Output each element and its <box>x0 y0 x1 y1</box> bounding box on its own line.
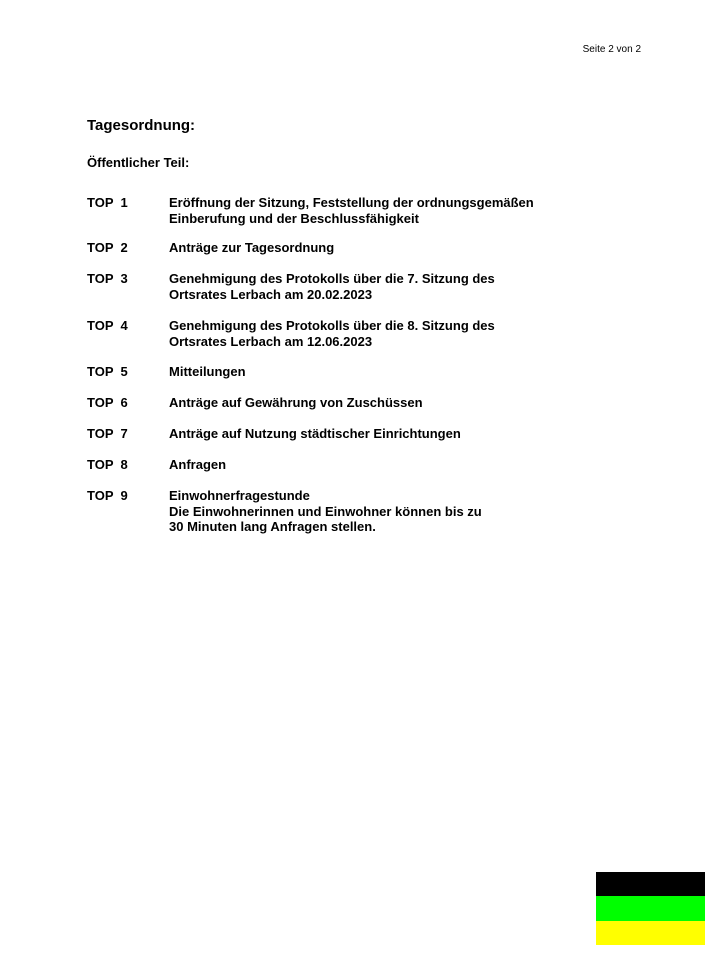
agenda-line: Anträge auf Gewährung von Zuschüssen <box>169 395 423 410</box>
agenda-number: TOP 9 <box>87 488 128 503</box>
agenda-number: TOP 6 <box>87 395 128 410</box>
agenda-line: Die Einwohnerinnen und Einwohner können bis zu <box>169 503 482 519</box>
agenda-line: Ortsrates Lerbach am 20.02.2023 <box>169 286 373 302</box>
agenda-text <box>169 195 639 226</box>
agenda-text <box>169 488 639 535</box>
agenda-line: Einwohnerfragestunde <box>169 488 310 503</box>
agenda-line: Anfragen <box>169 457 227 472</box>
agenda-number: TOP 2 <box>87 240 128 255</box>
flag-stripe-black <box>596 872 705 896</box>
agenda-number: TOP 5 <box>87 364 128 379</box>
page-number: Seite 2 von 2 <box>582 44 641 55</box>
agenda-text <box>169 271 639 302</box>
flag-icon <box>596 872 705 945</box>
agenda-text <box>169 240 639 256</box>
agenda-line: Ortsrates Lerbach am 12.06.2023 <box>169 333 373 349</box>
agenda-number: TOP 1 <box>87 195 128 210</box>
agenda-text <box>169 426 639 442</box>
agenda-line: Eröffnung der Sitzung, Feststellung der ordnungsgemäßen <box>169 195 534 210</box>
agenda-text <box>169 364 639 380</box>
agenda-text <box>169 395 639 411</box>
agenda-line: Genehmigung des Protokolls über die 8. Sitzung des <box>169 318 495 333</box>
page-title: Tagesordnung: <box>87 117 196 134</box>
agenda-number: TOP 7 <box>87 426 128 441</box>
flag-stripe-green <box>596 896 705 920</box>
flag-stripe-yellow <box>596 921 705 945</box>
agenda-line: Anträge auf Nutzung städtischer Einrichtungen <box>169 426 461 441</box>
agenda-text <box>169 318 639 349</box>
agenda-number: TOP 8 <box>87 457 128 472</box>
agenda-text <box>169 457 639 473</box>
agenda-line: 30 Minuten lang Anfragen stellen. <box>169 519 376 534</box>
agenda-number: TOP 4 <box>87 318 128 333</box>
agenda-line: Genehmigung des Protokolls über die 7. Sitzung des <box>169 271 495 286</box>
agenda-number: TOP 3 <box>87 271 128 286</box>
agenda-line: Anträge zur Tagesordnung <box>169 240 335 255</box>
agenda-line: Mitteilungen <box>169 364 246 379</box>
agenda-line: Einberufung und der Beschlussfähigkeit <box>169 210 419 226</box>
section-heading: Öffentlicher Teil: <box>87 155 190 170</box>
